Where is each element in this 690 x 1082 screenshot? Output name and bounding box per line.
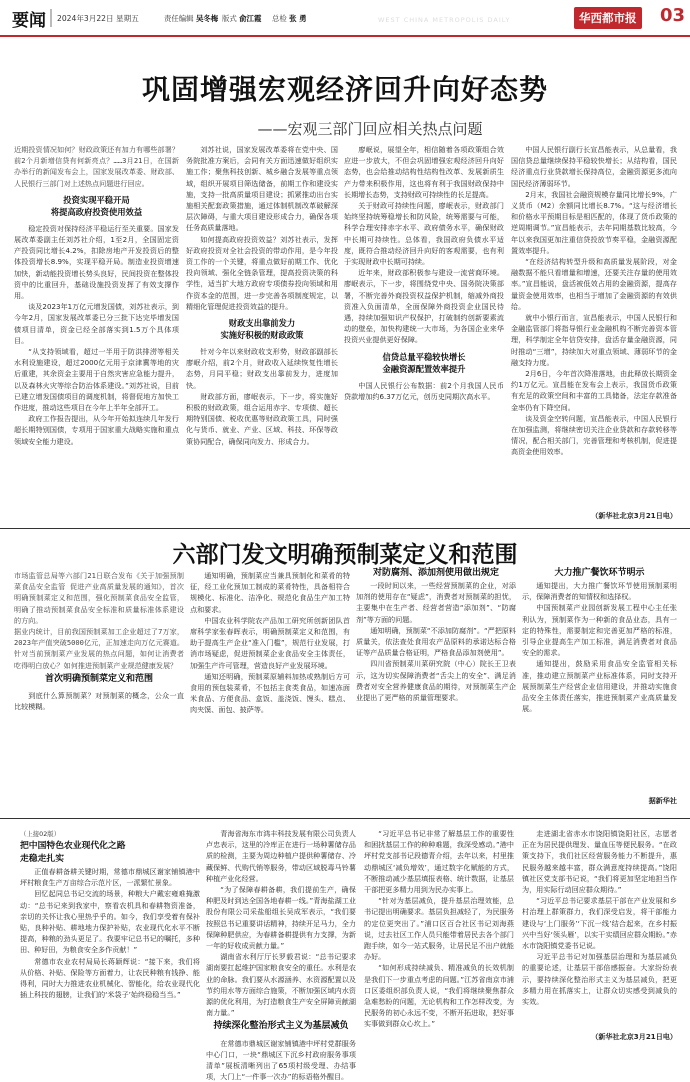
article3-column-4	[522, 828, 677, 1030]
article1-column-4	[511, 144, 677, 524]
paragraph: 就中小银行而言，宣昌能表示，中国人民银行和金融监管部门将指导银行业金融机构不断完善资本管理，科学制定全年信贷安排，盘活存量金融资源，同时推动“三增”，持续加大对重点领域、薄弱环节的金融支持力度。	[511, 313, 677, 367]
page-header	[0, 0, 690, 37]
paragraph: 近年来，财政部积极参与建设一流营商环境。廖岷表示，下一步，将围绕党中央、国务院决策部署，不断完善外商投资权益保护机制，缩减外商投资准入负面清单，全面保障外商投资企业国民待遇，持续加强知识产权保护，打破制约创新要素流动的壁垒，加快构建统一大市场，为各国企业来华投资兴业提供更好保障。	[344, 268, 504, 345]
editor-2: 版式 俞江霞	[222, 14, 262, 23]
paragraph: “针对为基层减负，提升基层治理效能，总书记提出明确要求。基层负担减轻了，为民服务的定位更突出了。”浦口区百合社区书记刘海燕说，过去社区工作人员只能带着居民去各个部门跑手续，如今一站式服务，让居民足不出户就能办好。	[364, 896, 514, 962]
paragraph: 湖南省水利厅厅长罗毅君说：“总书记要求湖南要扛起维护国家粮食安全的重任。水利是农业的命脉。我们要从水源涵养、水资源配置以及节约用水等方面综合施策，不断加强区域内水资源的优化利用，为打造粮食生产安全屏障贡献湖南力量。”	[206, 952, 356, 1018]
paragraph: 一段时间以来，一些经营预制菜的企业，对添加剂的使用存在“疑虑”，消费者对预制菜的担忧，主要集中在生产者、经营者营造“添加剂”、“防腐剂”等方面的问题。	[356, 581, 516, 624]
article2-subhead-1: 首次明确预制菜定义和范围	[44, 673, 153, 684]
article3-column-2	[206, 828, 356, 1082]
section-name: 要闻	[12, 11, 46, 31]
article2-column-2	[190, 570, 350, 808]
paragraph: 刘苏社说，国家发展改革委将在党中央、国务院批准方案后，会同有关方面迅速做好组织实施工作；聚焦科技创新、城乡融合发展等重点领域，组织开展项目筛选储备，前期工作和建设实施，支持一批高质量项目建设；抓紧推动出台实施相关配套政策措施，通过体制机制改革破解深层次障碍，与重大项目建设形成合力，确保各项任务高质量落地。	[186, 145, 338, 233]
article2-title: 六部门发文明确预制菜定义和范围	[172, 541, 518, 568]
paragraph: “习近平总书记要求基层干部在产业发展和乡村治理上群策群力，我们深受启发，将干部能力建设与‘上门服务’‘下沉一线’结合起来，在乡村振兴中当好‘领头雁’，以实干实绩回应群众期盼。”赤水市饶阳镇党委书记说。	[522, 896, 677, 951]
paragraph: “从支持领域看，超过一半用于防洪排涝等相关水利设施建设，超过2000亿元用于京津冀等地的灾后重建，其余资金主要用于自然灾害应急能力提升，以及森林火灾等综合防治体系建设。”刘苏社说，目前已建立增发国债项目的调度机制，将督促地方加快工作进度，推动这些项目在今年上半年全部开工。	[14, 347, 179, 413]
article3-column-1	[20, 840, 200, 1044]
article2-lead-2: 据业内统计，目前我国预制菜加工企业超过了7万家，2023年产值突破5000亿元，正加速走向万亿元赛道。针对当前预制菜产业发展的热点问题，如何让消费者吃得明白放心？如何推进预制菜产业规范健康发展？	[14, 627, 184, 670]
article3-column-3	[364, 828, 514, 1044]
paragraph: “为了保障春耕备耕，我们提前生产，确保种肥及时到达全国各地春耕一线。”青海盐湖工业股份有限公司采盐船组长吴成军表示，“我们要按照总书记重要讲话精神，持续开足马力，全力保障种肥供应，为春耕备耕提供有力支撑，为新一年的好收成贡献力量。”	[206, 885, 356, 951]
article2-subhead-2: 对防腐剂、添加剂使用做出规定	[372, 568, 499, 578]
paragraph: “在经济结构转型升级和高质量发展阶段，对金融数据不能只看增量和增速，还要关注存量的使用效率。”宣昌能说，盘活被低效占用的金融资源，提高存量资金使用效率，也相当于增加了金融资源的有效供给。	[511, 257, 677, 311]
article2-column-3	[356, 580, 516, 808]
article1-subhead-1: 投资实现平稳开局 将提高政府投资使用效益	[50, 194, 143, 217]
paragraph: 习近平总书记对加强基层治理和为基层减负的重要论述，让基层干部倍感振奋。大家纷纷表示，要持续深化整治形式主义为基层减负，把更多精力用在抓落实上，让群众切实感受到减负的实效。	[522, 952, 677, 1007]
article1-column-2	[186, 144, 338, 524]
continued-from: （上接02版）	[20, 830, 61, 838]
paragraph: 到底什么算预制菜？对预制菜的概念，公众一直比较模糊。	[14, 691, 184, 712]
paragraph: 财政部方面，廖岷表示，下一步，将实施好积极的财政政策，组合运用赤字、专项债、超长期特别国债、税收优惠等财政政策工具，同时强化与货币、就业、产业、区域、科技、环保等政策协同配合，确保同向发力、形成合力。	[186, 391, 338, 446]
article1-subhead-2: 财政支出靠前发力 实施好积极的财政政策	[220, 318, 304, 341]
paragraph: 四川省预制菜川菜研究院（中心）院长王卫表示，这为切实保障消费者“舌尖上的安全”、满足消费者对安全营养健康食品的期待，对预制菜生产企业提出了更严格的质量管理要求。	[356, 659, 516, 703]
paragraph: 正值春耕备耕关键时期，常德市鼎城区谢家铺镇港中坪村粮食生产万亩综合示范片区，一派繁忙景象。	[20, 867, 200, 888]
editor-3: 总检 张 勇	[272, 14, 307, 23]
paragraph: 谈及资金空转问题，宣昌能表示，中国人民银行在加强监测，将继续密切关注企业贷款和存款转移等情况，配合相关部门，完善管理和考核机制，促进提高资金使用效率。	[511, 413, 677, 457]
newspaper-logo: 华西都市报	[574, 7, 642, 29]
paragraph: 谈及2023年1万亿元增发国债，刘苏社表示，到今年2月，国家发展改革委已分三批下达完毕增发国债项目清单，资金已经全部落实到1.5万个具体项目。	[14, 302, 179, 345]
paragraph: “习近平总书记非常了解基层工作的重要性和困扰基层工作的种种难题，我深受感动。”港中坪村党支部书记段德青介绍，去年以来，村里推动鼎城区‘减负增效’，通过数字化赋能的方式，不断推动减少基层填报表格、统计数据，让基层干部把更多精力用到为民办实事上。	[364, 829, 514, 895]
article2-credit: 据新华社	[648, 796, 677, 805]
paragraph: 通知还明确，预制菜原辅料加热或熟制后方可食用的预包装菜肴，不包括主食类食品，如速冻面米食品、方便食品、盒饭、盖浇饭、馒头、糕点、肉夹馍、面包、披萨等。	[190, 671, 350, 715]
paragraph: 针对今年以来财政收支形势，财政部副部长廖岷介绍，前2个月，财政收入延续恢复性增长态势，月同平稳；财政支出靠前发力，进度加快。	[186, 347, 338, 390]
paragraph: 如何提高政府投资效益？刘苏社表示，发挥好政府投资对全社会投资的带动作用，是今年投资工作的一个关键，将重点做好前期工作、优化投向领域、强化全链条管理，提高投资决策的科学性，适当扩大地方政府专项债券投向领域和用作资本金的范围，进一步完善各项制度规定，以精细化管理促进投资效益的提升。	[186, 234, 338, 311]
paragraph: 中国人民银行副行长宣昌能表示，从总量看，我国信贷总量继续保持平稳较快增长；从结构看，国民经济重点行业贷款增长保持高位，金融资源更多流向国民经济薄弱环节。	[511, 145, 677, 188]
paragraph: 稳定投资对保持经济平稳运行至关重要。国家发展改革委副主任刘苏社介绍，1至2月，全国固定资产投资同比增长4.2%，扣除房地产开发投资后的整体投资增长8.9%，实现平稳开局。制造业投资增速加快，新动能投资增长势头良好，民间投资在整体投资中的比重回升，基础设施投资发挥了有效支撑作用。	[14, 223, 179, 301]
page-number: 03	[660, 5, 686, 26]
paragraph: 2月6日，今年首次降准落地，由此释放长期资金约1万亿元。宣昌能在发布会上表示，我国货币政策有充足的政策空间和丰富的工具储备，法定存款准备金率仍有下降空间。	[511, 369, 677, 412]
section-divider	[0, 528, 690, 529]
article2-subhead-3: 大力推广餐饮环节明示	[554, 568, 645, 578]
paragraph: 在常德市鼎城区谢家铺镇港中坪村党群服务中心门口，一块“鼎城区下沉乡村政府服务事项清单”展板清晰列出了65项村级受理、办结事项，大门上“一件事一次办”的标语格外醒目。	[206, 1038, 356, 1082]
paragraph: 2月末，我国社会融资规模存量同比增长9%，广义货币（M2）余额同比增长8.7%。“这与经济增长和价格水平预期目标是相匹配的，体现了货币政策的逆周期调节。”宣昌能表示，去年同期基数比较高，今年以来我国更加注重信贷投放节奏平稳，金融资源配置效率提升。	[511, 189, 677, 255]
header-divider	[50, 9, 52, 27]
article1-subtitle: ——宏观三部门回应相关热点问题	[257, 120, 483, 138]
article2-column-4	[522, 580, 677, 794]
paragraph: 通知明确，预制菜应当兼具预制化和菜肴的特征，经工业化预加工制成的菜肴特性，具备相符合规模化、标准化、洁净化、规范化食品生产加工特点和要求。	[190, 571, 350, 614]
article1-column-1	[14, 144, 179, 524]
article1-title: 巩固增强宏观经济回升向好态势	[141, 73, 548, 106]
paragraph: “如何形成持续减负、精准减负的长效机制是我们下一步重点考虑的问题。”江苏省南京市浦口区委组织部负责人说，“我们将继续聚焦群众急难愁盼的问题，无论机构和工作怎样改变，为民服务的初心永远不变，不断开拓进取，把好事实事做到群众心坎上。”	[364, 963, 514, 1029]
paragraph: 通知提出，大力推广餐饮环节使用预制菜明示，保障消费者的知情权和选择权。	[522, 581, 677, 602]
paragraph: 关于财政可持续性问题，廖岷表示，财政部门始终坚持统筹稳增长和防风险，统筹需要与可能，科学合理安排赤字水平、政府债务水平，确保财政中长期可持续性。总体看，我国政府负债水平适度，既符合推动经济回升向好的客观需要，也有利于实现财政中长期可持续。	[344, 201, 504, 267]
article1-column-3	[344, 144, 504, 524]
paragraph: 中国农业科学院农产品加工研究所创新团队首席科学家张春晖表示，明确预制菜定义和范围，有助于提高生产企业“准入门槛”，规范行业发展，打消市场疑虑，促进预制菜企业食品安全主体责任，加强生产许可管理，营造良好产业发展环境。	[190, 615, 350, 670]
paper-watermark: WEST CHINA METROPOLIS DAILY	[378, 16, 511, 24]
article3-subhead: 持续深化整治形式主义为基层减负	[213, 1021, 349, 1032]
article1-credit: （新华社北京3月21日电）	[591, 511, 677, 520]
issue-date: 2024年3月22日 星期五	[57, 14, 139, 23]
paragraph: 中国人民银行公布数据：前2个月我国人民币贷款增加约6.37万亿元，创历史同期次高水平。	[344, 380, 504, 401]
article2-column-1	[14, 570, 184, 808]
article3-credit: （新华社北京3月21日电）	[591, 1032, 677, 1041]
paragraph: 中国预制菜产业园创新发展工程中心主任张利认为，预制菜作为一种新的食品业态，具有一定的特殊性，需要制定和完善更加严格的标准，引导企业提高生产加工标准，满足消费者对食品安全的需求。	[522, 603, 677, 658]
editor-1: 责任编辑 吴冬梅	[164, 14, 219, 23]
article1-lead: 近期投资情况如何？财政政策还有加力有哪些部署？前2个月新增信贷有何新亮点？……3月21日，在国新办举行的新闻发布会上，国家发展改革委、财政部、人民银行三部门对上述热点问题进行回应。	[14, 145, 179, 188]
paragraph: 走进湖北省赤水市饶阳镇饶阳社区，志愿者正在为居民提供理发、量血压等便民服务。“在政策支持下，我们社区经营服务能力不断提升，惠民服务越来越丰富，群众满意度持续提高。”饶阳镇社区党支部书记说，“我们将更加坚定地担当作为，用实际行动回应群众期待。”	[522, 829, 677, 895]
paragraph: 政府工作报告提出，从今年开始拟连续几年发行超长期特别国债，专项用于国家重大战略实施和重点领域安全能力建设。	[14, 414, 179, 446]
section-divider	[0, 818, 690, 819]
paragraph: 廖岷说，展望全年，相信随着各项政策组合效应进一步放大，不但会巩固增强宏观经济回升向好态势，也会给推动结构性结构性改革、发展新质生产力带来积极作用，这也将有利于我国财政保持中长期增长态势，支持财政可持续性的长足提高。	[344, 145, 504, 199]
article1-subhead-3: 信贷总量平稳较快增长 金融资源配置效率提升	[382, 351, 466, 374]
paragraph: 常德市农业农村局局长蒋颖辉说：“接下来，我们将从价格、补贴、保险等方面着力，让农民种粮有钱挣、能得利，同时大力推进农业机械化、智能化，给农业现代化插上科技的翅膀，让我们的‘米袋子’始终稳稳当当。”	[20, 956, 200, 1000]
paragraph: 通知提出，鼓励采用食品安全监管相关标准，推动建立预制菜产业标准体系，同时支持开展预制菜生产经营企业信用建设，并推动实施食品安全主体责任落实，推进预制菜产业高质量发展。	[522, 659, 677, 714]
article2-lead: 市场监管总局等六部门21日联合发布《关于加强预制菜食品安全监管 促进产业高质量发展的通知》，首次明确预制菜定义和范围，强化预制菜食品安全监管，明确了推动预制菜食品安全标准和质量标准体系建设的方向。	[14, 571, 184, 625]
paragraph: 青海省海东市鸿丰科技发展有限公司负责人卢忠表示，这里的冷库正在进行一场种薯储存品质的检测，主要为周边种植户提供种薯储存、冷藏保鲜、代购代销等服务，带动区域脱毒马铃薯种植产业化经营。	[206, 829, 356, 883]
article3-heading: 把中国特色农业现代化之路 走稳走扎实	[20, 841, 126, 864]
paragraph: 回忆起同总书记交流的场景，种粮大户戴宏雍难掩激动：“总书记来到我家中，察看农机具和春耕物资准备，亲切的关怀让我心里热乎乎的。如今，我们享受着有保补贴，良种补贴、耕地地力保护补贴，农业现代化水平不断提高，种粮的劲头更足了。我要牢记总书记的嘱托，多种田、种好田，为粮食安全多作贡献！”	[20, 889, 200, 955]
paragraph: 通知明确，预制菜“不添加防腐剂”。“严把原料质量关，依法查处食用农产品原料的承诺达标合格证等产品质量合格证明，严格食品添加剂使用”。	[356, 625, 516, 658]
